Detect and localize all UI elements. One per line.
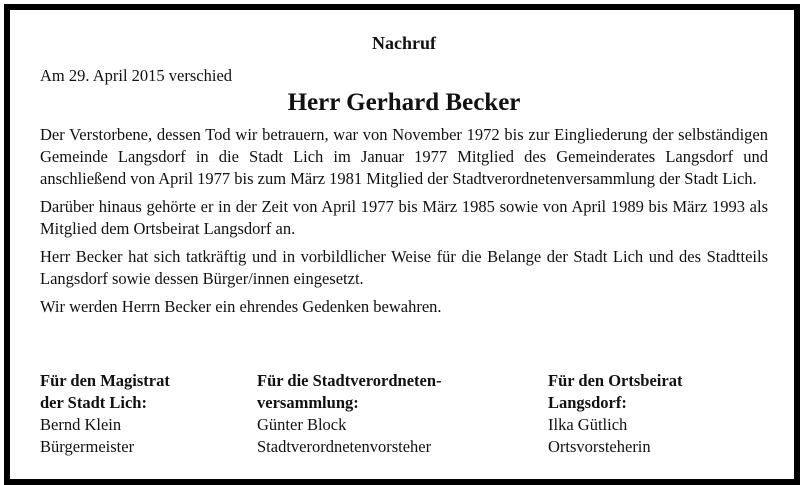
signature-person: Günter Block: [257, 415, 347, 434]
signature-role: Ortsvorsteherin: [548, 437, 651, 456]
signature-block: [40, 370, 768, 470]
obituary-heading: Nachruf: [372, 33, 436, 53]
signature-person: Bernd Klein: [40, 415, 122, 434]
paragraph-remembrance: Wir werden Herrn Becker ein ehrendes Gedenken bewahren.: [40, 297, 442, 316]
obituary-content: [40, 32, 768, 456]
obituary-frame: [4, 4, 800, 485]
paragraph-commitment: Herr Becker hat sich tatkräftig und in vorbildlicher Weise für die Belange der Stadt Lich und des Stadtteils Langsdorf sowie dessen Bürger/innen eingesetzt.: [40, 247, 768, 288]
obituary-intro: Am 29. April 2015 verschied: [40, 66, 233, 85]
signature-title-line1: Für den Magistrat: [40, 371, 170, 390]
paragraph-career: Der Verstorbene, dessen Tod wir betrauern, war von November 1972 bis zur Eingliederung der selbständigen Gemeinde Langsdorf in die Stadt Lich im Januar 1977 Mitglied des Gemeinderates Langsdorf und anschließend von April 1977 bis zum März 1981 Mitglied der Stadtverordnetenversammlung der Stadt Lich.: [40, 125, 768, 188]
signature-stadtverordnetenversammlung: [257, 370, 537, 458]
signature-title-line2: Langsdorf:: [548, 393, 627, 412]
signature-title-line2: der Stadt Lich:: [40, 393, 147, 412]
signature-title-line1: Für die Stadtverordneten-: [257, 371, 442, 390]
signature-ortsbeirat: [548, 370, 768, 458]
deceased-name: Herr Gerhard Becker: [287, 89, 521, 116]
signature-role: Stadtverordnetenvorsteher: [257, 437, 432, 456]
paragraph-ortsbeirat: Darüber hinaus gehörte er in der Zeit von April 1977 bis März 1985 sowie von April 1989 bis März 1993 als Mitglied dem Ortsbeirat Langsdorf an.: [40, 197, 768, 238]
signature-title-line2: versammlung:: [257, 393, 359, 412]
signature-role: Bürgermeister: [40, 437, 135, 456]
signature-person: Ilka Gütlich: [548, 415, 628, 434]
signature-magistrat: [40, 370, 250, 458]
signature-title-line1: Für den Ortsbeirat: [548, 371, 683, 390]
